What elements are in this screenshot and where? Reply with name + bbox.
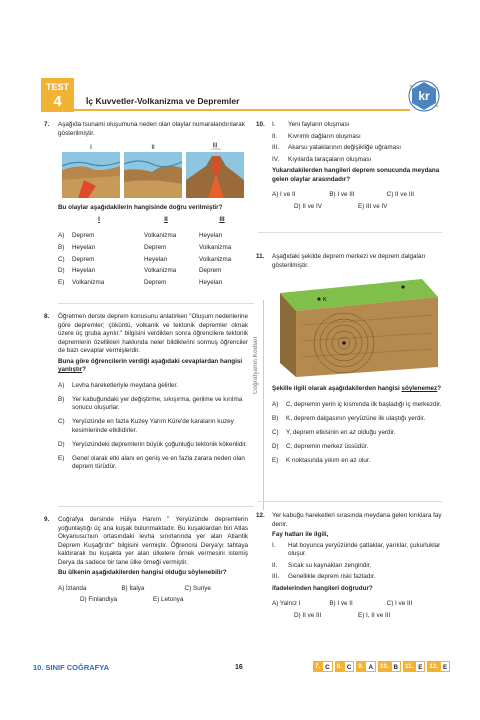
question-prompt: Şekille ilgili olarak aşağıdakilerden hangisi söylenemez? — [272, 385, 442, 392]
options — [58, 382, 248, 472]
question-stem: Öğretmen derste deprem konusunu anlatırken "Oluşum nedenlerine göre depremler; çöküntü, volkanik ve tektonik depremler olmak üzere üç gruba ayrılır." bilgisini verdikten sonra öğrencilere tektonik depremlerin özellikleri hakkında neler bildiklerini sormuş öğrenciler de bazı cevaplar vermişlerdir. — [58, 313, 248, 354]
option-d[interactable]: D) Heyelan Volkanizma Deprem — [58, 267, 222, 275]
option-d[interactable]: D) II ve III — [294, 611, 322, 619]
option-e[interactable]: E) III ve IV — [358, 202, 388, 210]
options — [58, 230, 250, 289]
option-e[interactable]: E) I, II ve III — [358, 611, 391, 619]
question-number: 8. — [44, 313, 50, 320]
question-prompt: ifadelerinden hangileri doğrudur? — [272, 584, 373, 592]
statement: I. Hat boyunca yeryüzünde çatlaklar, yarıklar, çukurluklar oluşur. — [272, 541, 441, 557]
question-prompt: Yukarıdakilerden hangileri deprem sonucunda meydana gelen olaylar arasındadır? — [272, 167, 440, 183]
side-label: Coğrafyanın Kodları — [253, 336, 259, 394]
option-c[interactable]: C) II ve III — [386, 191, 414, 198]
answer-item: 7. C — [313, 661, 333, 672]
option-b[interactable]: B) Yer kabuğundaki yer değiştirme, sıkışırma, gerilme ve kırılma sonucu oluşurlar. — [58, 395, 243, 412]
question-8 — [58, 313, 248, 477]
svg-text:kr: kr — [418, 89, 430, 103]
option-b[interactable]: B) K, deprem dalgasının yeryüzüne ilk ulaştığı yerdir. — [272, 414, 426, 422]
options-row — [272, 612, 444, 621]
tsunami-diagram — [60, 140, 246, 200]
option-b[interactable]: B) I ve II — [329, 600, 353, 607]
question-7-body — [58, 204, 250, 289]
panel-iii — [186, 147, 244, 198]
options-row — [58, 596, 248, 605]
statement: I. Yeni fayların oluşması — [272, 121, 350, 128]
option-a[interactable]: A) C, depremin yerin iç kısmında ilk başladığı iç merkezdir. — [272, 400, 442, 408]
panel-ii — [124, 152, 182, 198]
option-a[interactable]: A) İzlanda — [58, 584, 87, 592]
question-number: 9. — [44, 516, 50, 523]
option-d[interactable]: D) Finlandiya — [80, 596, 118, 603]
option-d[interactable]: D) Yeryüzündeki depremlerin büyük çoğunluğu tektonik kökenlidir. — [58, 440, 248, 448]
table-header — [58, 215, 250, 227]
question-prompt: Buna göre öğrencilerin verdiği aşağıdaki cevaplardan hangisi yanlıştır? — [58, 357, 243, 373]
statement: II. Sıcak su kaynakları zengindir. — [272, 561, 372, 569]
options-row — [272, 191, 444, 200]
options-row — [58, 585, 248, 594]
options — [272, 401, 444, 466]
option-b[interactable]: B) I ve III — [329, 191, 355, 198]
panel-i — [62, 152, 120, 198]
option-b[interactable]: B) İtalya — [121, 584, 145, 592]
divider — [58, 506, 254, 507]
question-stem: Coğrafya dersinde Hülya Hanım " Yeryüzünde depremlerin yoğunlaştığı üç ana kuşak bulunmaktadır. Bu kuşaklardan biri Atlas Okyanusu'nun ortasındaki levha sınırlarında yer alan Atlantik Deprem Kuşağı'dır" bilgisini vermiştir. Öğrencisi Derya'yı tahtaya kaldırarak bu kuşakta yer alan ülkelere örnek vermesini istemiş Derya da sadece bir tane ülke örneği vermiştir. — [58, 516, 248, 566]
sub-stem: Fay hatları ile ilgili, — [272, 531, 329, 538]
question-11 — [272, 253, 444, 272]
column-divider — [263, 300, 264, 510]
question-number: 11. — [256, 253, 265, 260]
statement: IV. Kıyılarda taraçaların oluşması — [272, 155, 372, 163]
course-name: 10. SINIF COĞRAFYA — [33, 663, 109, 672]
option-c[interactable]: C) Deprem Heyelan Volkanizma — [58, 255, 232, 263]
column-header: I — [98, 216, 100, 224]
test-badge-label: TEST — [45, 82, 69, 92]
option-b[interactable]: B) Heyelan Deprem Volkanizma — [58, 243, 232, 251]
divider — [258, 501, 442, 502]
question-11-body — [272, 385, 444, 471]
answer-item: 8. C — [335, 661, 355, 672]
question-prompt: Bu olaylar aşağıdakilerin hangisinde doğru verilmiştir? — [58, 204, 223, 211]
statement: III. Akarsu yataklarının değişikliğe uğraması — [272, 144, 402, 151]
option-d[interactable]: D) II ve IV — [294, 202, 322, 210]
question-prompt: Bu ülkenin aşağıdakilerden hangisi olduğu söylenebilir? — [58, 569, 227, 576]
answer-item: 10. B — [378, 661, 401, 672]
question-12 — [272, 512, 444, 620]
option-a[interactable]: A) I ve II — [272, 191, 296, 198]
page-title: İç Kuvvetler-Volkanizma ve Depremler — [86, 96, 240, 106]
earthquake-block-diagram — [272, 275, 442, 378]
publisher-logo-icon — [404, 76, 444, 116]
divider — [58, 303, 254, 304]
question-stem: Aşağıdaki şekilde deprem merkezi ve deprem dalgaları gösterilmiştir. — [272, 253, 426, 269]
answer-item: 12. E — [427, 661, 450, 672]
question-number: 7. — [44, 121, 50, 128]
option-d[interactable]: D) C, depremin merkez üssüdür. — [272, 442, 369, 450]
column-header: III — [219, 216, 225, 224]
option-c[interactable]: C) Yeryüzünde en fazla Kuzey Yarım Küre'de karaların kuzey kesimlerinde etkilidirler. — [58, 418, 234, 434]
panel-label: III — [212, 143, 218, 149]
question-stem: Yer kabuğu hareketleri sırasında meydana gelen kırıklara fay denir. — [272, 512, 442, 528]
answer-item: 9. A — [356, 661, 376, 672]
option-a[interactable]: A) Deprem Volkanizma Heyelan — [58, 231, 223, 239]
header-rule — [74, 109, 410, 111]
option-a[interactable]: A) Levha hareketleriyle meydana gelirler. — [58, 381, 179, 389]
question-number: 10. — [256, 121, 265, 128]
statement: II. Kıvrımlı dağların oluşması — [272, 132, 361, 140]
statement: III. Genellikle deprem riski fazladır. — [272, 573, 376, 580]
question-7 — [58, 121, 246, 140]
point-label-k: K — [323, 297, 327, 303]
test-badge-number: 4 — [53, 93, 62, 110]
divider — [258, 232, 442, 233]
options-row — [272, 600, 444, 609]
answer-key — [313, 661, 450, 672]
option-c[interactable]: C) Y, deprem etkisinin en az olduğu yerdir. — [272, 428, 396, 436]
option-e[interactable]: E) Volkanizma Deprem Heyelan — [58, 279, 223, 287]
column-header: II — [164, 216, 168, 224]
question-stem: Aşağıda tsunami oluşumuna neden olan olaylar numaralandırılarak gösterilmiştir. — [58, 121, 245, 137]
option-c[interactable]: C) I ve III — [386, 600, 413, 607]
test-badge — [41, 78, 74, 112]
option-c[interactable]: C) Suriye — [184, 584, 211, 592]
option-e[interactable]: E) K noktasında yıkım en az olur. — [272, 456, 371, 464]
question-10 — [272, 121, 444, 211]
options-row — [272, 203, 444, 212]
panel-label: II — [151, 145, 155, 151]
question-9 — [58, 516, 248, 605]
option-a[interactable]: A) Yalnız I — [272, 600, 301, 607]
answer-item: 11. E — [403, 661, 425, 672]
panel-label: I — [90, 145, 92, 151]
question-number: 12. — [256, 512, 265, 519]
option-e[interactable]: E) Letonya — [153, 596, 184, 603]
page-number: 16 — [235, 664, 243, 671]
option-e[interactable]: E) Genel olarak etki alanı en geniş ve en fazla zarara neden olan deprem türüdür. — [58, 454, 245, 471]
